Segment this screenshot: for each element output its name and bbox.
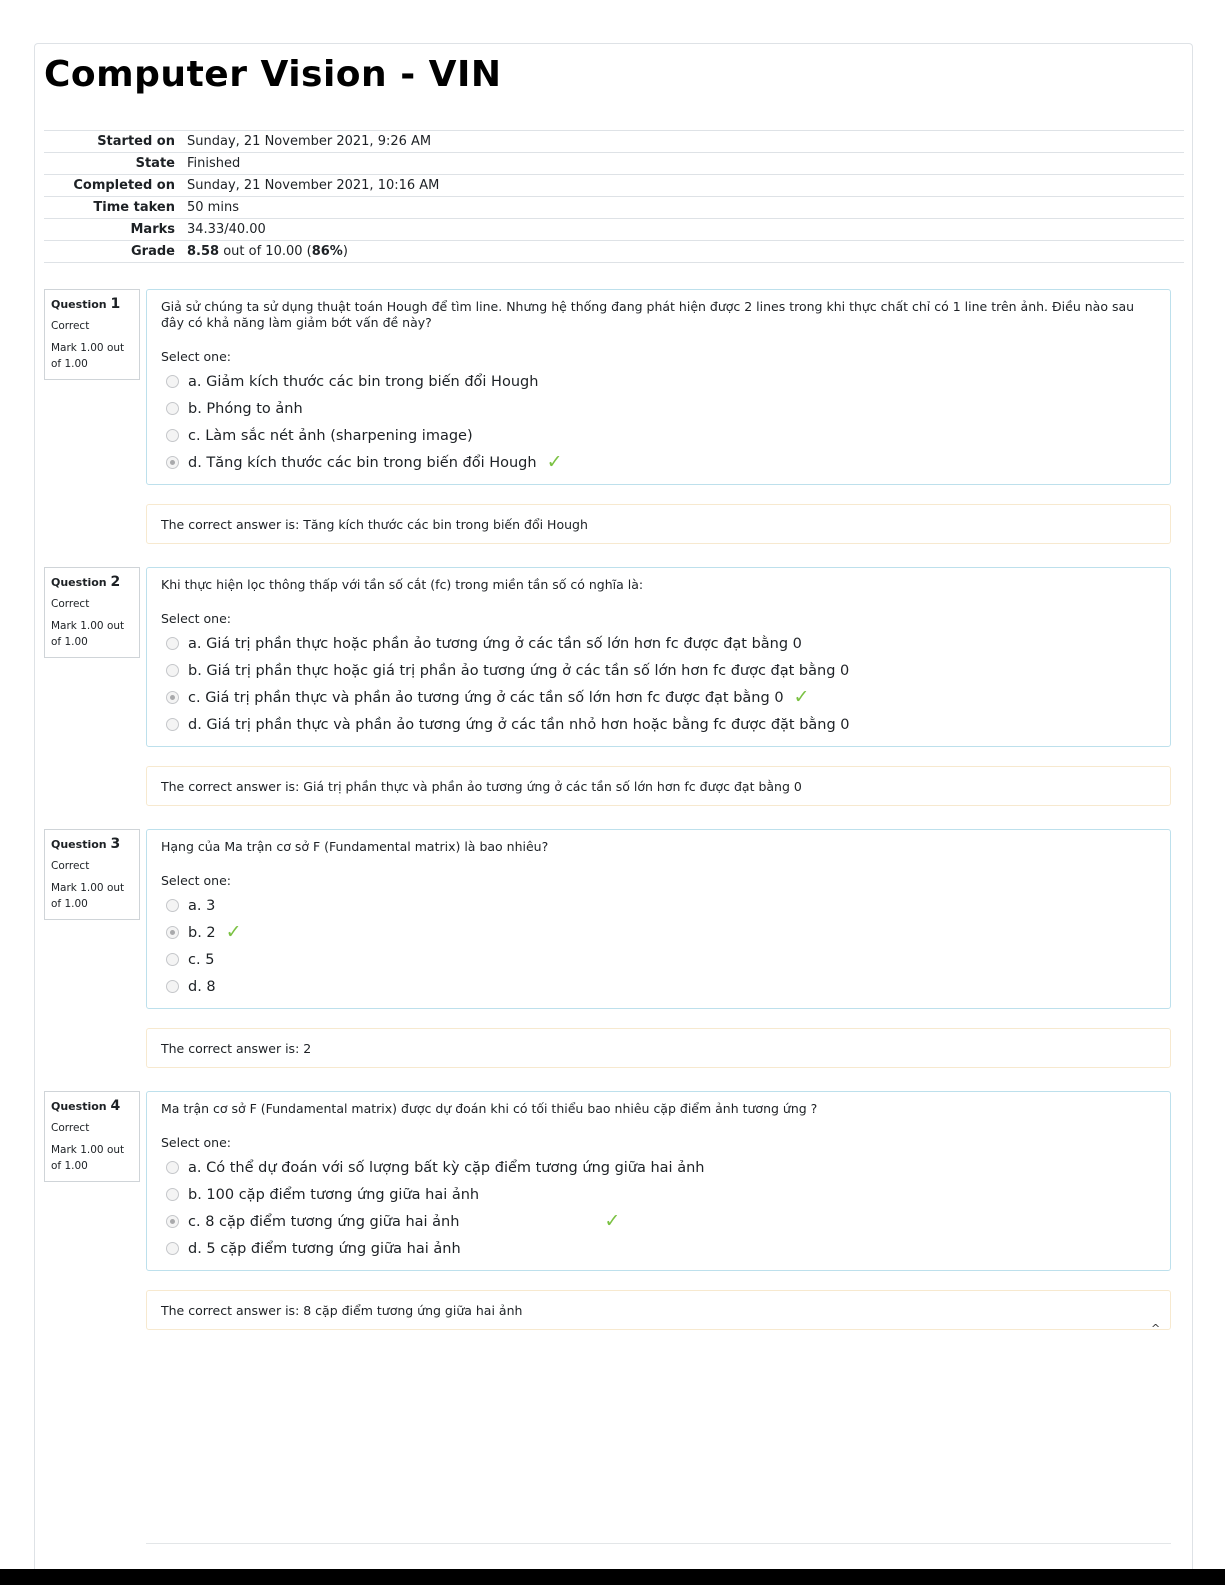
question-state: Correct: [51, 598, 90, 610]
option-label: a. Giảm kích thước các bin trong biến đổi Hough: [188, 373, 539, 390]
answer-option-a[interactable]: [166, 368, 1156, 395]
summary-value: Finished: [187, 156, 241, 171]
option-label: a. Giá trị phần thực hoặc phần ảo tương ứng ở các tần số lớn hơn fc được đạt bằng 0: [188, 635, 802, 652]
summary-value: [187, 241, 1184, 263]
chevron-up-icon[interactable]: ^: [1151, 1322, 1161, 1335]
summary-row-time-taken: [44, 197, 1184, 219]
checkmark-icon: ✓: [604, 1210, 621, 1232]
page-container: [34, 43, 1193, 1583]
question-number: [51, 574, 133, 590]
grade-close: ): [342, 244, 348, 259]
feedback-2: The correct answer is: Giá trị phần thực và phần ảo tương ứng ở các tần số lớn hơn fc được đạt bằng 0: [146, 766, 1171, 806]
option-label: b. Phóng to ảnh: [188, 400, 303, 417]
option-label: a. Có thể dự đoán với số lượng bất kỳ cặp điểm tương ứng giữa hai ảnh: [188, 1159, 705, 1176]
attempt-summary-table: [44, 130, 1184, 263]
question-grade: Mark 1.00 out of 1.00: [51, 342, 125, 370]
summary-row-state: [44, 153, 1184, 175]
option-label: d. 5 cặp điểm tương ứng giữa hai ảnh: [188, 1240, 461, 1257]
summary-row-marks: [44, 219, 1184, 241]
question-grade: Mark 1.00 out of 1.00: [51, 620, 125, 648]
answer-option-b[interactable]: [166, 657, 1156, 684]
question-formulation-4: [146, 1091, 1171, 1271]
answer-list: [166, 892, 1156, 1000]
radio-button[interactable]: [166, 1188, 179, 1201]
option-label: d. 8: [188, 978, 216, 995]
question-formulation-2: [146, 567, 1171, 747]
radio-button[interactable]: [166, 429, 179, 442]
answer-option-c[interactable]: [166, 684, 1156, 711]
question-label: Question: [51, 1100, 107, 1113]
feedback-4: The correct answer is: 8 cặp điểm tương ứng giữa hai ảnh: [146, 1290, 1171, 1330]
question-state: Correct: [51, 1122, 90, 1134]
summary-row-started: [44, 131, 1184, 153]
summary-label: Completed on: [73, 178, 175, 193]
page-title: Computer Vision - VIN: [44, 54, 502, 95]
answer-option-b[interactable]: [166, 919, 1156, 946]
summary-value: Sunday, 21 November 2021, 10:16 AM: [187, 178, 440, 193]
option-label: d. Tăng kích thước các bin trong biến đổi Hough: [188, 454, 537, 471]
divider: [146, 1543, 1171, 1544]
select-prompt: Select one:: [161, 611, 232, 626]
question-state: Correct: [51, 860, 90, 872]
summary-value: Sunday, 21 November 2021, 9:26 AM: [187, 134, 432, 149]
question-info-2: [44, 567, 140, 658]
answer-list: [166, 1154, 1156, 1262]
grade-percent: 86%: [311, 244, 343, 259]
question-info-1: [44, 289, 140, 380]
option-label: c. 8 cặp điểm tương ứng giữa hai ảnh: [188, 1213, 460, 1230]
grade-out-of: out of 10.00 (: [219, 244, 312, 259]
question-num: 1: [110, 296, 121, 312]
summary-row-completed: [44, 175, 1184, 197]
summary-value: 50 mins: [187, 200, 239, 215]
question-label: Question: [51, 576, 107, 589]
option-label: b. Giá trị phần thực hoặc giá trị phần ảo tương ứng ở các tần số lớn hơn fc được đạt bằng 0: [188, 662, 850, 679]
question-number: [51, 1098, 133, 1114]
question-number: [51, 836, 133, 852]
summary-label: State: [135, 156, 175, 171]
question-number: [51, 296, 133, 312]
question-text: Khi thực hiện lọc thông thấp với tần số cắt (fc) trong miền tần số có nghĩa là:: [161, 577, 644, 592]
answer-option-a[interactable]: [166, 1154, 1156, 1181]
answer-option-c[interactable]: [166, 1208, 1156, 1235]
answer-option-b[interactable]: [166, 1181, 1156, 1208]
radio-button[interactable]: [166, 899, 179, 912]
question-num: 3: [110, 836, 121, 852]
answer-option-b[interactable]: [166, 395, 1156, 422]
question-formulation-3: [146, 829, 1171, 1009]
question-info-3: [44, 829, 140, 920]
answer-list: [166, 630, 1156, 738]
answer-option-d[interactable]: [166, 449, 1156, 476]
summary-row-grade: [44, 241, 1184, 263]
summary-label: Grade: [131, 244, 175, 259]
answer-option-c[interactable]: [166, 946, 1156, 973]
option-label: a. 3: [188, 897, 216, 914]
radio-button[interactable]: [166, 953, 179, 966]
radio-button-selected[interactable]: [166, 926, 179, 939]
question-grade: Mark 1.00 out of 1.00: [51, 882, 125, 910]
summary-label: Started on: [97, 134, 175, 149]
select-prompt: Select one:: [161, 1135, 232, 1150]
radio-button[interactable]: [166, 1242, 179, 1255]
select-prompt: Select one:: [161, 349, 232, 364]
answer-option-d[interactable]: [166, 711, 1156, 738]
radio-button-selected[interactable]: [166, 456, 179, 469]
question-formulation-1: [146, 289, 1171, 485]
select-prompt: Select one:: [161, 873, 232, 888]
question-state: Correct: [51, 320, 90, 332]
radio-button[interactable]: [166, 718, 179, 731]
answer-option-a[interactable]: [166, 630, 1156, 657]
radio-button[interactable]: [166, 402, 179, 415]
checkmark-icon: ✓: [225, 921, 242, 943]
question-text: Hạng của Ma trận cơ sở F (Fundamental matrix) là bao nhiêu?: [161, 839, 549, 854]
radio-button[interactable]: [166, 375, 179, 388]
summary-label: Marks: [130, 222, 175, 237]
option-label: b. 100 cặp điểm tương ứng giữa hai ảnh: [188, 1186, 480, 1203]
option-label: d. Giá trị phần thực và phần ảo tương ứng ở các tần nhỏ hơn hoặc bằng fc được đặt bằng 0: [188, 716, 850, 733]
question-label: Question: [51, 298, 107, 311]
summary-label: Time taken: [93, 200, 175, 215]
question-grade: Mark 1.00 out of 1.00: [51, 1144, 125, 1172]
radio-button[interactable]: [166, 637, 179, 650]
option-label: c. Giá trị phần thực và phần ảo tương ứng ở các tần số lớn hơn fc được đạt bằng 0: [188, 689, 784, 706]
radio-button[interactable]: [166, 980, 179, 993]
option-label: c. 5: [188, 951, 215, 968]
answer-option-c[interactable]: [166, 422, 1156, 449]
radio-button[interactable]: [166, 664, 179, 677]
checkmark-icon: ✓: [793, 686, 810, 708]
answer-option-d[interactable]: [166, 973, 1156, 1000]
question-text: Ma trận cơ sở F (Fundamental matrix) được dự đoán khi có tối thiểu bao nhiêu cặp điểm ảnh tương ứng ?: [161, 1101, 818, 1116]
question-info-4: [44, 1091, 140, 1182]
answer-list: [166, 368, 1156, 476]
feedback-3: The correct answer is: 2: [146, 1028, 1171, 1068]
question-label: Question: [51, 838, 107, 851]
grade-score: 8.58: [187, 244, 220, 259]
checkmark-icon: ✓: [546, 451, 563, 473]
radio-button-selected[interactable]: [166, 691, 179, 704]
question-text: Giả sử chúng ta sử dụng thuật toán Hough để tìm line. Nhưng hệ thống đang phát hiện được 2 lines trong khi thực chất chỉ có 1 line trên ảnh. Điều nào sau đây có khả năng làm giảm bớt vấn đề này?: [161, 299, 1135, 330]
answer-option-d[interactable]: [166, 1235, 1156, 1262]
option-label: b. 2: [188, 924, 216, 941]
question-num: 2: [110, 574, 121, 590]
option-label: c. Làm sắc nét ảnh (sharpening image): [188, 427, 473, 444]
radio-button[interactable]: [166, 1161, 179, 1174]
screen-bottom-bar: [0, 1569, 1225, 1585]
answer-option-a[interactable]: [166, 892, 1156, 919]
feedback-1: The correct answer is: Tăng kích thước các bin trong biến đổi Hough: [146, 504, 1171, 544]
radio-button-selected[interactable]: [166, 1215, 179, 1228]
question-num: 4: [110, 1098, 121, 1114]
summary-value: 34.33/40.00: [187, 222, 266, 237]
